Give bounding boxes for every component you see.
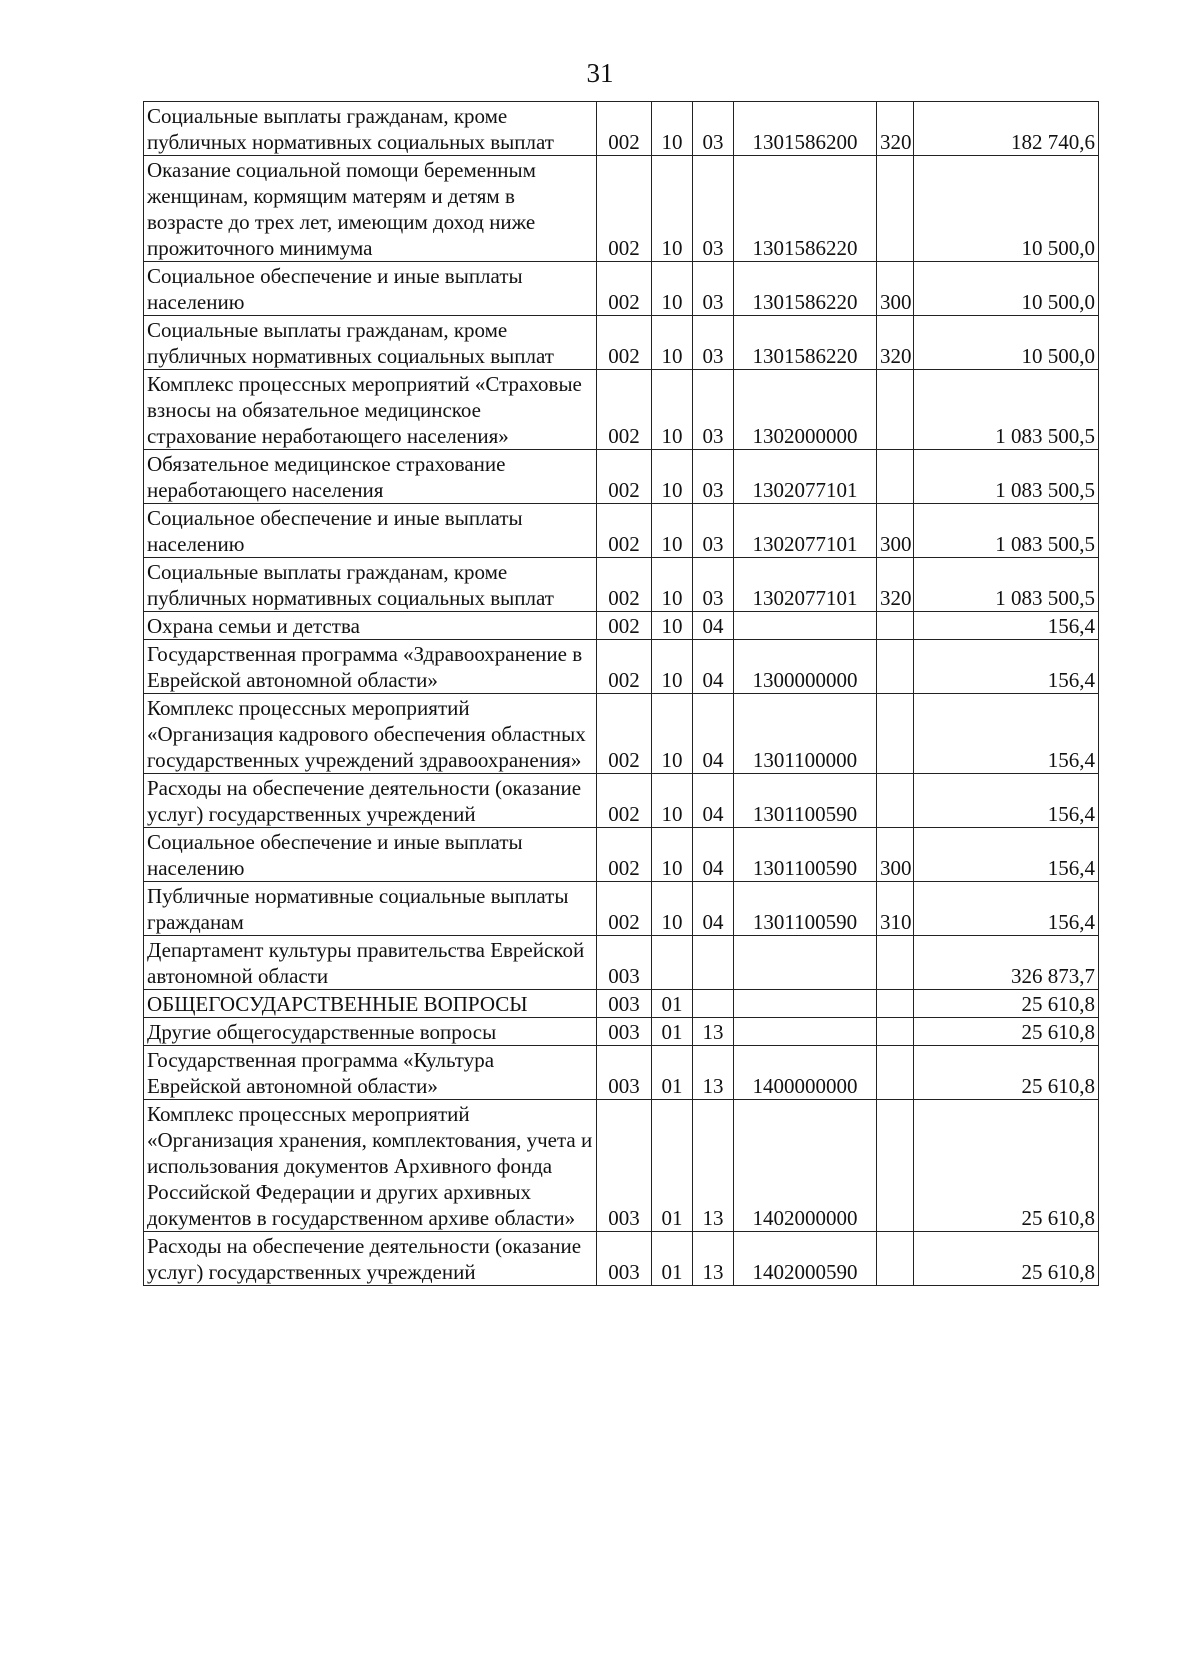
table-row [144, 1232, 1099, 1286]
row-amount: 25 610,8 [914, 1046, 1099, 1100]
row-target-article: 1301100000 [734, 694, 877, 774]
row-section: 10 [652, 828, 693, 882]
row-expense-type [877, 1046, 914, 1100]
table-row [144, 640, 1099, 694]
row-subsection: 03 [693, 504, 734, 558]
row-name: Социальное обеспечение и иные выплаты населению [144, 262, 597, 316]
table-row [144, 1046, 1099, 1100]
row-expense-type: 320 [877, 558, 914, 612]
row-subsection: 04 [693, 612, 734, 640]
row-target-article: 1302077101 [734, 504, 877, 558]
row-expense-type: 300 [877, 262, 914, 316]
row-section: 10 [652, 156, 693, 262]
row-expense-type: 300 [877, 504, 914, 558]
table-row [144, 774, 1099, 828]
row-target-article: 1301100590 [734, 882, 877, 936]
row-department-code: 003 [597, 1046, 652, 1100]
row-expense-type [877, 694, 914, 774]
row-department-code: 002 [597, 156, 652, 262]
row-expense-type [877, 1018, 914, 1046]
table-row [144, 450, 1099, 504]
row-amount: 326 873,7 [914, 936, 1099, 990]
row-expense-type [877, 450, 914, 504]
row-target-article: 1301586200 [734, 102, 877, 156]
row-name: Расходы на обеспечение деятельности (оказание услуг) государственных учреждений [144, 1232, 597, 1286]
row-expense-type [877, 774, 914, 828]
row-target-article [734, 936, 877, 990]
row-target-article: 1302000000 [734, 370, 877, 450]
row-name: Социальные выплаты гражданам, кроме публичных нормативных социальных выплат [144, 102, 597, 156]
row-name: Охрана семьи и детства [144, 612, 597, 640]
row-target-article: 1302077101 [734, 450, 877, 504]
budget-table [143, 101, 1099, 1286]
row-department-code: 003 [597, 1100, 652, 1232]
row-subsection: 03 [693, 156, 734, 262]
row-target-article: 1400000000 [734, 1046, 877, 1100]
row-section: 01 [652, 1100, 693, 1232]
row-department-code: 002 [597, 558, 652, 612]
row-subsection: 03 [693, 316, 734, 370]
table-row [144, 828, 1099, 882]
row-name: ОБЩЕГОСУДАРСТВЕННЫЕ ВОПРОСЫ [144, 990, 597, 1018]
table-row [144, 558, 1099, 612]
table-row [144, 694, 1099, 774]
row-name: Комплекс процессных мероприятий «Организация хранения, комплектования, учета и использования документов Архивного фонда Российской Федерации и других архивных документов в государственном архиве области» [144, 1100, 597, 1232]
row-amount: 156,4 [914, 694, 1099, 774]
row-department-code: 002 [597, 370, 652, 450]
row-expense-type: 320 [877, 316, 914, 370]
row-section: 10 [652, 504, 693, 558]
row-amount: 182 740,6 [914, 102, 1099, 156]
table-row [144, 1018, 1099, 1046]
row-subsection: 04 [693, 694, 734, 774]
row-subsection: 04 [693, 640, 734, 694]
row-name: Социальное обеспечение и иные выплаты населению [144, 504, 597, 558]
row-subsection: 13 [693, 1046, 734, 1100]
row-target-article [734, 1018, 877, 1046]
row-subsection: 03 [693, 102, 734, 156]
row-subsection [693, 936, 734, 990]
row-subsection: 13 [693, 1100, 734, 1232]
row-subsection: 04 [693, 774, 734, 828]
row-amount: 10 500,0 [914, 262, 1099, 316]
row-subsection: 13 [693, 1018, 734, 1046]
row-amount: 1 083 500,5 [914, 370, 1099, 450]
table-row [144, 990, 1099, 1018]
row-amount: 156,4 [914, 612, 1099, 640]
row-expense-type: 300 [877, 828, 914, 882]
row-department-code: 002 [597, 612, 652, 640]
row-department-code: 003 [597, 936, 652, 990]
row-amount: 156,4 [914, 774, 1099, 828]
row-subsection: 04 [693, 882, 734, 936]
row-section: 10 [652, 558, 693, 612]
row-amount: 1 083 500,5 [914, 504, 1099, 558]
row-section: 10 [652, 612, 693, 640]
page-number: 31 [586, 58, 614, 88]
row-target-article: 1300000000 [734, 640, 877, 694]
row-name: Государственная программа «Культура Еврейской автономной области» [144, 1046, 597, 1100]
row-amount: 1 083 500,5 [914, 558, 1099, 612]
table-row [144, 102, 1099, 156]
row-expense-type: 320 [877, 102, 914, 156]
row-name: Социальные выплаты гражданам, кроме публичных нормативных социальных выплат [144, 316, 597, 370]
row-expense-type: 310 [877, 882, 914, 936]
row-target-article [734, 990, 877, 1018]
row-department-code: 002 [597, 828, 652, 882]
row-name: Социальные выплаты гражданам, кроме публичных нормативных социальных выплат [144, 558, 597, 612]
row-department-code: 003 [597, 1232, 652, 1286]
row-subsection [693, 990, 734, 1018]
table-row [144, 936, 1099, 990]
row-section: 01 [652, 990, 693, 1018]
row-amount: 1 083 500,5 [914, 450, 1099, 504]
row-section: 10 [652, 316, 693, 370]
row-name: Комплекс процессных мероприятий «Организация кадрового обеспечения областных государственных учреждений здравоохранения» [144, 694, 597, 774]
row-amount: 156,4 [914, 828, 1099, 882]
table-row [144, 262, 1099, 316]
row-name: Оказание социальной помощи беременным женщинам, кормящим матерям и детям в возрасте до трех лет, имеющим доход ниже прожиточного минимума [144, 156, 597, 262]
row-department-code: 002 [597, 694, 652, 774]
row-name: Комплекс процессных мероприятий «Страховые взносы на обязательное медицинское страхование неработающего населения» [144, 370, 597, 450]
row-amount: 156,4 [914, 640, 1099, 694]
row-amount: 25 610,8 [914, 990, 1099, 1018]
row-section: 01 [652, 1018, 693, 1046]
table-row [144, 882, 1099, 936]
row-department-code: 002 [597, 504, 652, 558]
row-section: 10 [652, 694, 693, 774]
row-department-code: 003 [597, 990, 652, 1018]
row-department-code: 002 [597, 262, 652, 316]
row-amount: 10 500,0 [914, 156, 1099, 262]
row-expense-type [877, 1100, 914, 1232]
row-name: Расходы на обеспечение деятельности (оказание услуг) государственных учреждений [144, 774, 597, 828]
row-expense-type [877, 370, 914, 450]
row-section: 10 [652, 450, 693, 504]
row-department-code: 002 [597, 450, 652, 504]
row-target-article: 1301586220 [734, 316, 877, 370]
row-target-article [734, 612, 877, 640]
row-target-article: 1301100590 [734, 774, 877, 828]
row-amount: 10 500,0 [914, 316, 1099, 370]
row-amount: 25 610,8 [914, 1100, 1099, 1232]
row-department-code: 002 [597, 316, 652, 370]
row-target-article: 1301586220 [734, 262, 877, 316]
row-name: Государственная программа «Здравоохранение в Еврейской автономной области» [144, 640, 597, 694]
row-subsection: 03 [693, 262, 734, 316]
row-name: Другие общегосударственные вопросы [144, 1018, 597, 1046]
row-section: 10 [652, 882, 693, 936]
row-amount: 25 610,8 [914, 1232, 1099, 1286]
row-department-code: 002 [597, 882, 652, 936]
row-section: 01 [652, 1232, 693, 1286]
table-row [144, 612, 1099, 640]
row-target-article: 1302077101 [734, 558, 877, 612]
row-section: 10 [652, 370, 693, 450]
table-row [144, 316, 1099, 370]
row-department-code: 003 [597, 1018, 652, 1046]
row-amount: 25 610,8 [914, 1018, 1099, 1046]
row-expense-type [877, 156, 914, 262]
row-section [652, 936, 693, 990]
row-target-article: 1301586220 [734, 156, 877, 262]
row-name: Публичные нормативные социальные выплаты гражданам [144, 882, 597, 936]
table-row [144, 370, 1099, 450]
row-expense-type [877, 612, 914, 640]
row-section: 10 [652, 102, 693, 156]
row-department-code: 002 [597, 774, 652, 828]
row-target-article: 1301100590 [734, 828, 877, 882]
row-subsection: 03 [693, 450, 734, 504]
row-expense-type [877, 990, 914, 1018]
row-department-code: 002 [597, 640, 652, 694]
row-expense-type [877, 936, 914, 990]
row-subsection: 13 [693, 1232, 734, 1286]
row-subsection: 03 [693, 370, 734, 450]
row-name: Обязательное медицинское страхование неработающего населения [144, 450, 597, 504]
table-row [144, 156, 1099, 262]
row-amount: 156,4 [914, 882, 1099, 936]
row-name: Социальное обеспечение и иные выплаты населению [144, 828, 597, 882]
row-subsection: 04 [693, 828, 734, 882]
row-expense-type [877, 640, 914, 694]
row-section: 10 [652, 774, 693, 828]
row-section: 01 [652, 1046, 693, 1100]
table-row [144, 1100, 1099, 1232]
row-department-code: 002 [597, 102, 652, 156]
table-row [144, 504, 1099, 558]
row-section: 10 [652, 640, 693, 694]
row-target-article: 1402000000 [734, 1100, 877, 1232]
row-expense-type [877, 1232, 914, 1286]
row-target-article: 1402000590 [734, 1232, 877, 1286]
row-section: 10 [652, 262, 693, 316]
row-subsection: 03 [693, 558, 734, 612]
row-name: Департамент культуры правительства Еврейской автономной области [144, 936, 597, 990]
